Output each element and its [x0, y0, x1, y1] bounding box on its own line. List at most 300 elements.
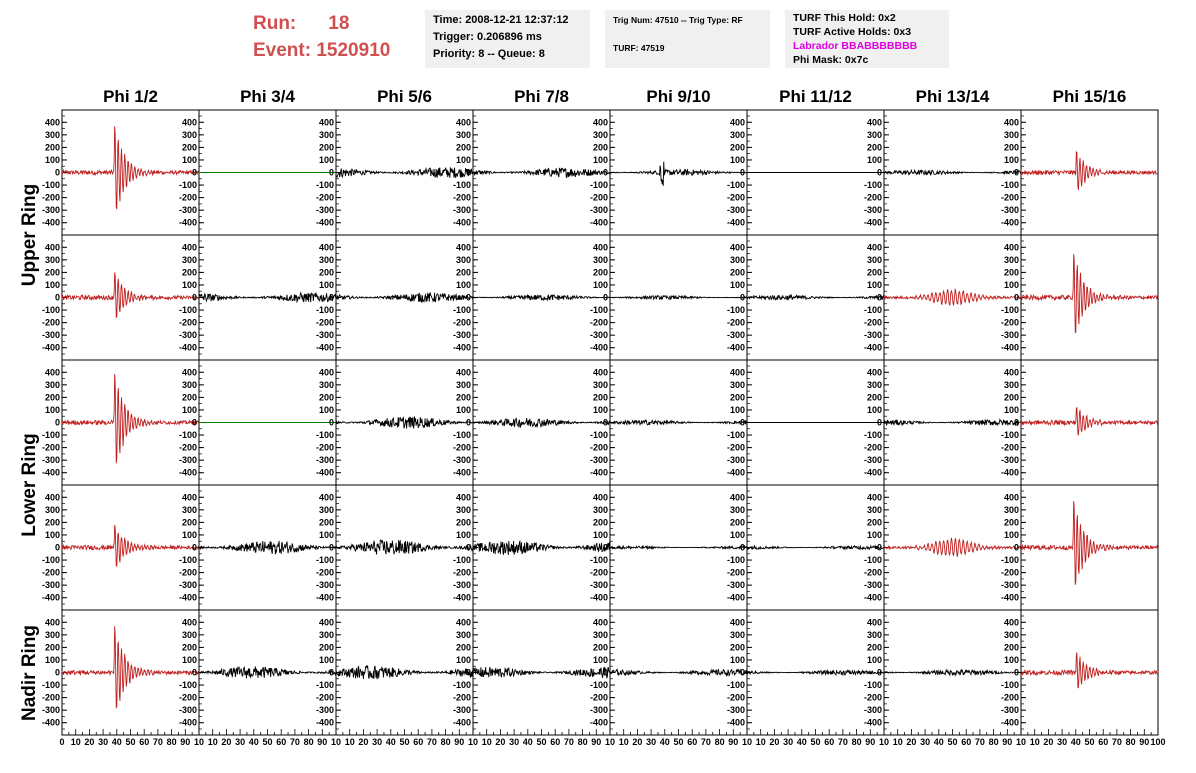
y-tick-label: -400	[726, 342, 745, 353]
y-tick-label: -200	[452, 442, 471, 453]
y-tick-label: -100	[1000, 430, 1019, 441]
y-tick-label: -300	[589, 455, 608, 466]
y-tick-label: 0	[54, 417, 60, 428]
y-tick-label: 0	[54, 292, 60, 303]
y-tick-label: 400	[729, 492, 745, 503]
y-tick-label: -200	[1000, 567, 1019, 578]
y-tick-label: 400	[181, 492, 197, 503]
y-tick-label: 400	[455, 367, 471, 378]
y-tick-label: 100	[455, 529, 471, 540]
y-tick-label: 400	[318, 367, 334, 378]
y-tick-label: -300	[1000, 330, 1019, 341]
y-tick-label: -100	[315, 180, 334, 191]
y-tick-label: -100	[452, 680, 471, 691]
y-tick-label: -200	[178, 192, 197, 203]
y-tick-label: -200	[452, 317, 471, 328]
x-tick-label: 60	[550, 737, 561, 747]
y-tick-label: 0	[328, 417, 334, 428]
x-tick-label: 60	[413, 737, 424, 747]
y-tick-label: -200	[589, 692, 608, 703]
y-tick-label: 300	[1003, 129, 1019, 140]
y-tick-label: 400	[318, 617, 334, 628]
y-tick-label: 400	[592, 492, 608, 503]
waveform-r3-c4	[473, 418, 610, 427]
y-tick-label: -400	[1000, 717, 1019, 728]
y-tick-label: 200	[181, 517, 197, 528]
y-tick-label: 300	[1003, 504, 1019, 515]
x-tick-label: 50	[673, 737, 684, 747]
y-tick-label: -400	[452, 217, 471, 228]
y-tick-label: -200	[863, 317, 882, 328]
y-tick-label: 300	[181, 254, 197, 265]
y-tick-label: 200	[1003, 642, 1019, 653]
x-tick-label: 90	[180, 737, 191, 747]
y-tick-label: -400	[863, 217, 882, 228]
y-tick-label: 400	[455, 617, 471, 628]
x-tick-label: 10	[741, 737, 753, 747]
y-tick-label: 200	[181, 642, 197, 653]
y-tick-label: -200	[41, 692, 60, 703]
y-tick-label: -300	[1000, 205, 1019, 216]
y-tick-label: -300	[178, 705, 197, 716]
y-tick-label: 400	[455, 492, 471, 503]
y-tick-label: 0	[465, 542, 471, 553]
y-tick-label: 300	[44, 129, 60, 140]
y-tick-label: -300	[863, 580, 882, 591]
y-tick-label: 200	[592, 142, 608, 153]
waveform-r4-c8	[1021, 501, 1158, 585]
y-tick-label: -400	[41, 592, 60, 603]
y-tick-label: 300	[181, 129, 197, 140]
x-tick-label: 90	[454, 737, 465, 747]
y-tick-label: -100	[315, 305, 334, 316]
y-tick-label: -200	[863, 192, 882, 203]
y-tick-label: -300	[589, 580, 608, 591]
y-tick-label: -400	[178, 717, 197, 728]
x-tick-label: 90	[728, 737, 739, 747]
y-tick-label: 100	[1003, 404, 1019, 415]
y-tick-label: 100	[455, 654, 471, 665]
row-title-3: Nadir Ring	[19, 624, 40, 721]
y-tick-label: 100	[592, 279, 608, 290]
y-tick-label: 100	[729, 154, 745, 165]
y-tick-label: -100	[1000, 680, 1019, 691]
y-tick-label: 200	[866, 642, 882, 653]
y-tick-label: 100	[318, 404, 334, 415]
x-tick-label: 10	[481, 737, 492, 747]
y-tick-label: 300	[455, 129, 471, 140]
y-tick-label: -200	[315, 567, 334, 578]
priority-text: Priority: 8 -- Queue: 8	[433, 48, 545, 60]
y-tick-label: -300	[726, 580, 745, 591]
y-tick-label: -100	[41, 180, 60, 191]
y-tick-label: -200	[41, 192, 60, 203]
x-tick-label: 80	[440, 737, 451, 747]
y-tick-label: -300	[315, 580, 334, 591]
x-tick-label: 100	[1150, 737, 1166, 747]
y-tick-label: 300	[455, 379, 471, 390]
y-tick-label: 100	[44, 154, 60, 165]
y-tick-label: 400	[44, 617, 60, 628]
y-tick-label: -300	[589, 205, 608, 216]
y-tick-label: 400	[729, 617, 745, 628]
y-tick-label: -400	[1000, 342, 1019, 353]
y-tick-label: 400	[866, 617, 882, 628]
y-tick-label: 0	[602, 292, 608, 303]
y-tick-label: -100	[178, 680, 197, 691]
y-tick-label: 0	[876, 667, 882, 678]
x-tick-label: 70	[700, 737, 711, 747]
x-tick-label: 10	[892, 737, 903, 747]
y-tick-label: 200	[455, 267, 471, 278]
y-tick-label: -100	[863, 680, 882, 691]
y-tick-label: -200	[726, 567, 745, 578]
y-tick-label: 100	[866, 154, 882, 165]
y-tick-label: -100	[863, 180, 882, 191]
column-title-8: Phi 15/16	[1052, 87, 1127, 106]
y-tick-label: 400	[729, 242, 745, 253]
x-tick-label: 30	[646, 737, 657, 747]
y-tick-label: 0	[876, 542, 882, 553]
y-tick-label: 300	[729, 504, 745, 515]
x-tick-label: 10	[467, 737, 479, 747]
y-tick-label: -200	[726, 692, 745, 703]
x-tick-label: 80	[988, 737, 999, 747]
y-tick-label: 300	[1003, 254, 1019, 265]
x-tick-label: 40	[1070, 737, 1081, 747]
y-tick-label: -200	[315, 442, 334, 453]
x-tick-label: 40	[248, 737, 259, 747]
y-tick-label: 400	[592, 242, 608, 253]
y-tick-label: 200	[455, 642, 471, 653]
y-tick-label: 400	[181, 367, 197, 378]
column-title-2: Phi 3/4	[240, 87, 295, 106]
y-tick-label: -200	[589, 567, 608, 578]
labrador-text: Labrador BBABBBBBBB	[793, 40, 918, 52]
y-tick-label: -200	[41, 317, 60, 328]
y-tick-label: -100	[41, 555, 60, 566]
waveform-r3-c3	[336, 416, 473, 428]
y-tick-label: -400	[452, 592, 471, 603]
y-tick-label: 100	[181, 404, 197, 415]
waveform-r5-c7	[884, 667, 1021, 678]
y-tick-label: 200	[44, 142, 60, 153]
x-tick-label: 90	[317, 737, 328, 747]
y-tick-label: 300	[455, 629, 471, 640]
y-tick-label: -200	[178, 692, 197, 703]
x-tick-label: 80	[577, 737, 588, 747]
x-tick-label: 90	[865, 737, 876, 747]
y-tick-label: 200	[729, 642, 745, 653]
column-title-7: Phi 13/14	[915, 87, 990, 106]
waveform-r4-c2	[199, 541, 336, 554]
y-tick-label: -400	[41, 217, 60, 228]
y-tick-label: 200	[318, 267, 334, 278]
y-tick-label: -200	[452, 692, 471, 703]
y-tick-label: -400	[178, 592, 197, 603]
y-tick-label: -100	[589, 305, 608, 316]
y-tick-label: -400	[863, 467, 882, 478]
y-tick-label: -100	[589, 555, 608, 566]
y-tick-label: 100	[181, 529, 197, 540]
x-tick-label: 30	[783, 737, 794, 747]
x-tick-label: 80	[303, 737, 314, 747]
y-tick-label: 400	[1003, 367, 1019, 378]
y-tick-label: 0	[602, 417, 608, 428]
y-tick-label: 0	[328, 167, 334, 178]
y-tick-label: 300	[455, 504, 471, 515]
y-tick-label: 400	[1003, 492, 1019, 503]
y-tick-label: 400	[181, 617, 197, 628]
y-tick-label: 0	[739, 667, 745, 678]
y-tick-label: -300	[41, 330, 60, 341]
y-tick-label: -100	[589, 430, 608, 441]
y-tick-label: 100	[44, 279, 60, 290]
y-tick-label: 400	[592, 367, 608, 378]
column-title-5: Phi 9/10	[646, 87, 711, 106]
y-tick-label: -300	[178, 205, 197, 216]
y-tick-label: 100	[1003, 154, 1019, 165]
y-tick-label: 100	[318, 279, 334, 290]
y-tick-label: -100	[1000, 305, 1019, 316]
y-tick-label: -200	[452, 567, 471, 578]
y-tick-label: -300	[863, 705, 882, 716]
x-tick-label: 70	[426, 737, 437, 747]
y-tick-label: 0	[191, 542, 197, 553]
x-tick-label: 50	[262, 737, 273, 747]
y-tick-label: 300	[866, 254, 882, 265]
y-tick-label: -400	[589, 467, 608, 478]
y-tick-label: 0	[602, 167, 608, 178]
y-tick-label: 100	[729, 404, 745, 415]
waveform-r2-c5	[610, 296, 747, 300]
y-tick-label: -200	[41, 567, 60, 578]
y-tick-label: 100	[318, 154, 334, 165]
y-tick-label: 200	[318, 142, 334, 153]
y-tick-label: 0	[1013, 292, 1019, 303]
y-tick-label: 200	[592, 267, 608, 278]
x-tick-label: 10	[878, 737, 890, 747]
y-tick-label: 300	[592, 504, 608, 515]
y-tick-label: 200	[592, 642, 608, 653]
x-tick-label: 10	[755, 737, 766, 747]
y-tick-label: 200	[729, 392, 745, 403]
y-tick-label: 400	[1003, 617, 1019, 628]
y-tick-label: 0	[876, 417, 882, 428]
x-tick-label: 50	[1084, 737, 1095, 747]
y-tick-label: -300	[315, 455, 334, 466]
y-tick-label: 300	[181, 504, 197, 515]
y-tick-label: -200	[589, 192, 608, 203]
y-tick-label: 200	[181, 142, 197, 153]
y-tick-label: 0	[739, 542, 745, 553]
x-tick-label: 80	[166, 737, 177, 747]
y-tick-label: -400	[452, 717, 471, 728]
y-tick-label: 400	[181, 242, 197, 253]
turf-active-text: TURF Active Holds: 0x3	[793, 26, 912, 38]
y-tick-label: -300	[41, 705, 60, 716]
y-tick-label: -300	[452, 330, 471, 341]
y-tick-label: 300	[729, 254, 745, 265]
waveform-r5-c4	[473, 667, 610, 678]
y-tick-label: 300	[318, 254, 334, 265]
x-tick-label: 10	[207, 737, 218, 747]
waveform-r1-c4	[473, 168, 610, 178]
waveform-r5-c5	[610, 667, 747, 678]
waveform-r3-c8	[1021, 408, 1158, 435]
y-tick-label: 200	[1003, 267, 1019, 278]
y-tick-label: -400	[863, 342, 882, 353]
y-tick-label: 0	[739, 292, 745, 303]
y-tick-label: 200	[318, 642, 334, 653]
waveform-r4-c3	[336, 540, 473, 555]
waveform-r4-c7	[884, 538, 1021, 557]
y-tick-label: 400	[181, 117, 197, 128]
y-tick-label: 400	[44, 242, 60, 253]
x-tick-label: 60	[1098, 737, 1109, 747]
y-tick-label: 400	[729, 367, 745, 378]
waveform-r2-c8	[1021, 254, 1158, 332]
y-tick-label: -100	[1000, 180, 1019, 191]
y-tick-label: 200	[181, 392, 197, 403]
run-value: 18	[328, 13, 350, 34]
waveform-r2-c2	[199, 293, 336, 303]
y-tick-label: 0	[876, 292, 882, 303]
y-tick-label: 100	[1003, 654, 1019, 665]
x-tick-label: 10	[604, 737, 616, 747]
x-tick-label: 20	[632, 737, 643, 747]
y-tick-label: 0	[465, 667, 471, 678]
y-tick-label: 400	[729, 117, 745, 128]
y-tick-label: 0	[1013, 167, 1019, 178]
y-tick-label: 300	[729, 129, 745, 140]
y-tick-label: 400	[455, 242, 471, 253]
y-tick-label: 0	[876, 167, 882, 178]
y-tick-label: 300	[866, 379, 882, 390]
y-tick-label: -100	[726, 305, 745, 316]
y-tick-label: 0	[739, 167, 745, 178]
x-tick-label: 20	[495, 737, 506, 747]
y-tick-label: -100	[315, 430, 334, 441]
waveform-r1-c8	[1021, 152, 1158, 190]
y-tick-label: 300	[44, 254, 60, 265]
y-tick-label: 200	[455, 142, 471, 153]
x-tick-label: 90	[1002, 737, 1013, 747]
y-tick-label: 200	[44, 267, 60, 278]
x-tick-label: 40	[796, 737, 807, 747]
x-tick-label: 10	[344, 737, 355, 747]
y-tick-label: 400	[1003, 242, 1019, 253]
y-tick-label: -400	[1000, 467, 1019, 478]
y-tick-label: 0	[1013, 667, 1019, 678]
trig-num-text: Trig Num: 47510 -- Trig Type: RF	[613, 15, 743, 25]
y-tick-label: 100	[729, 279, 745, 290]
x-tick-label: 20	[84, 737, 95, 747]
y-tick-label: 100	[866, 654, 882, 665]
y-tick-label: 400	[318, 492, 334, 503]
y-tick-label: 0	[602, 667, 608, 678]
y-tick-label: -100	[1000, 555, 1019, 566]
y-tick-label: -200	[1000, 442, 1019, 453]
y-tick-label: -400	[41, 717, 60, 728]
x-tick-label: 60	[824, 737, 835, 747]
y-tick-label: -200	[726, 317, 745, 328]
row-title-2: Lower Ring	[19, 433, 40, 537]
y-tick-label: 200	[44, 392, 60, 403]
y-tick-label: 100	[729, 529, 745, 540]
y-tick-label: 300	[592, 254, 608, 265]
y-tick-label: 200	[729, 517, 745, 528]
y-tick-label: -400	[315, 717, 334, 728]
y-tick-label: 300	[44, 504, 60, 515]
y-tick-label: 0	[191, 292, 197, 303]
y-tick-label: -100	[589, 680, 608, 691]
y-tick-label: -400	[726, 592, 745, 603]
y-tick-label: -400	[315, 467, 334, 478]
y-tick-label: -200	[452, 192, 471, 203]
y-tick-label: -100	[452, 555, 471, 566]
x-tick-label: 10	[330, 737, 342, 747]
x-tick-label: 80	[714, 737, 725, 747]
waveform-r4-c6	[747, 546, 884, 550]
y-tick-label: 200	[1003, 517, 1019, 528]
y-tick-label: 200	[318, 392, 334, 403]
x-tick-label: 30	[372, 737, 383, 747]
y-tick-label: -100	[863, 430, 882, 441]
y-tick-label: -100	[178, 305, 197, 316]
y-tick-label: -300	[1000, 705, 1019, 716]
y-tick-label: -300	[315, 205, 334, 216]
y-tick-label: 0	[328, 292, 334, 303]
x-tick-label: 90	[591, 737, 602, 747]
y-tick-label: -200	[315, 692, 334, 703]
y-tick-label: 300	[318, 629, 334, 640]
y-tick-label: -100	[41, 305, 60, 316]
x-tick-label: 60	[961, 737, 972, 747]
y-tick-label: 200	[866, 267, 882, 278]
y-tick-label: 200	[592, 517, 608, 528]
x-tick-label: 50	[810, 737, 821, 747]
y-tick-label: 300	[592, 629, 608, 640]
x-tick-label: 60	[687, 737, 698, 747]
y-tick-label: 400	[44, 367, 60, 378]
y-tick-label: 400	[44, 492, 60, 503]
y-tick-label: 0	[191, 167, 197, 178]
y-tick-label: 400	[866, 492, 882, 503]
y-tick-label: -400	[315, 342, 334, 353]
y-tick-label: 300	[455, 254, 471, 265]
y-tick-label: 300	[592, 129, 608, 140]
waveform-r1-c3	[336, 167, 473, 177]
y-tick-label: -400	[863, 592, 882, 603]
y-tick-label: -200	[41, 442, 60, 453]
y-tick-label: 400	[44, 117, 60, 128]
y-tick-label: -100	[726, 680, 745, 691]
x-tick-label: 70	[152, 737, 163, 747]
y-tick-label: 0	[54, 667, 60, 678]
y-tick-label: 200	[44, 517, 60, 528]
y-tick-label: -300	[178, 455, 197, 466]
y-tick-label: 200	[866, 142, 882, 153]
x-tick-label: 0	[59, 737, 65, 747]
x-tick-label: 70	[974, 737, 985, 747]
y-tick-label: 0	[191, 417, 197, 428]
y-tick-label: -400	[589, 592, 608, 603]
y-tick-label: 100	[181, 279, 197, 290]
y-tick-label: 400	[318, 117, 334, 128]
trigger-text: Trigger: 0.206896 ms	[433, 31, 542, 43]
waveform-r2-c4	[473, 292, 610, 303]
